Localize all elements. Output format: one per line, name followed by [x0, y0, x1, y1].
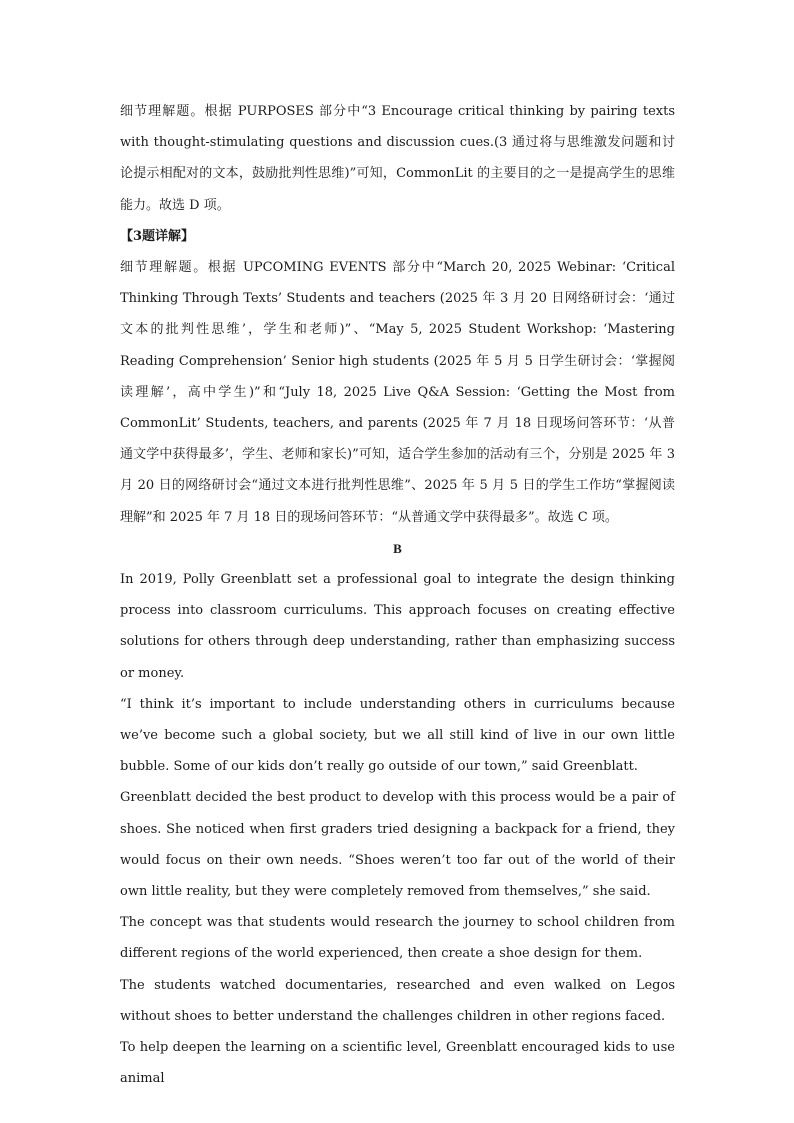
answer-3-explanation: 细节理解题。根据 UPCOMING EVENTS 部分中“March 20, 2025 Webinar: ‘Critical Thinking Through Texts’ Students and teachers (2025 年 3 月 20 日网络研讨会：‘通过文本的批判性思维’，学生和老师)”、“May 5, 2025 Student Workshop: ‘Mastering Reading Comprehension’ Senior high students (2025 年 5 月 5 日学生研讨会：‘掌握阅读理解’，高中学生)”和“July 18, 2025 Live Q&A Session: ‘Getting the Most from CommonLit’ Students, teachers, and parents (2025 年 7 月 18 日现场问答环节：‘从普通文学中获得最多’，学生、老师和家长)”可知，适合学生参加的活动有三个，分别是 2025 年 3 月 20 日的网络研讨会“通过文本进行批判性思维”、2025 年 5 月 5 日的学生工作坊“掌握阅读理解”和 2025 年 7 月 18 日的现场问答环节：“从普通文学中获得最多”。故选 C 项。	[120, 260, 675, 525]
answer-2-explanation: 细节理解题。根据 PURPOSES 部分中“3 Encourage critical thinking by pairing texts with thought-stimulating questions and discussion cues.(3 通过将与思维激发问题和讨论提示相配对的文本，鼓励批判性思维)”可知，CommonLit 的主要目的之一是提高学生的思维能力。故选 D 项。	[120, 104, 675, 213]
passage-paragraph-4: The concept was that students would research the journey to school children from different regions of the world experienced, then create a shoe design for them.	[120, 915, 675, 962]
passage-paragraph-6: To help deepen the learning on a scientific level, Greenblatt encouraged kids to use animal	[120, 1040, 675, 1087]
passage-paragraph-3: Greenblatt decided the best product to develop with this process would be a pair of shoes. She noticed when first graders tried designing a backpack for a friend, they would focus on their own needs. “Shoes weren’t too far out of the world of their own little reality, but they were completely removed from themselves,” she said.	[120, 790, 675, 900]
passage-paragraph-5: The students watched documentaries, researched and even walked on Legos without shoes to better understand the challenges children in other regions faced.	[120, 977, 675, 1024]
section-b-title: B	[393, 540, 402, 556]
document-body	[120, 96, 675, 1095]
passage-paragraph-2: “I think it’s important to include understanding others in curriculums because we’ve become such a global society, but we all still kind of live in our own little bubble. Some of our kids don’t really go outside of our town,” said Greenblatt.	[120, 696, 675, 775]
passage-paragraph-1: In 2019, Polly Greenblatt set a professional goal to integrate the design thinking process into classroom curriculums. This approach focuses on creating effective solutions for others through deep understanding, rather than emphasizing success or money.	[120, 572, 675, 681]
question-3-heading: 【3题详解】	[120, 228, 195, 244]
